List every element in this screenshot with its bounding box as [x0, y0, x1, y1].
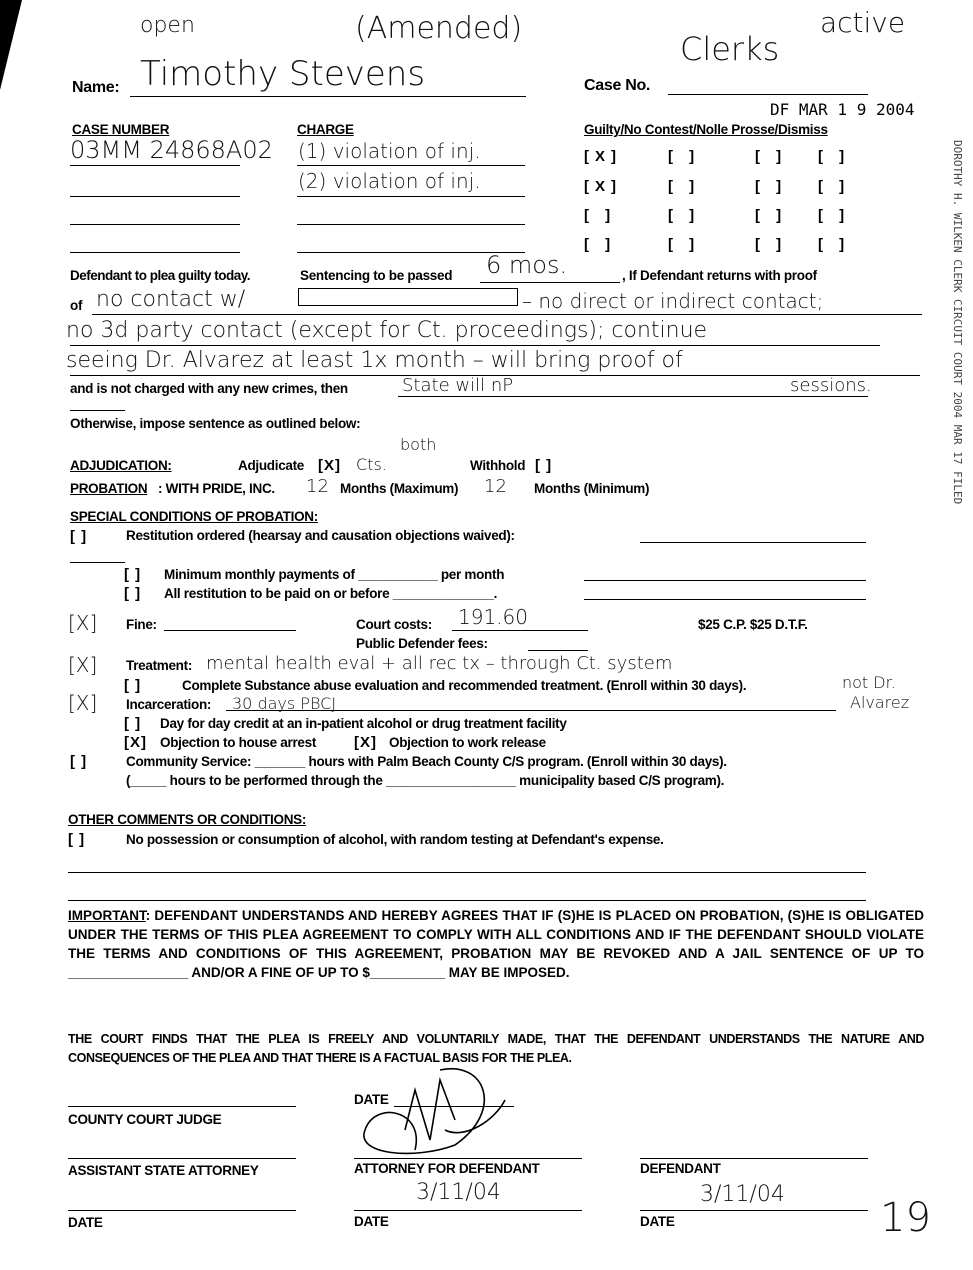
important-label: IMPORTANT — [68, 908, 146, 923]
attorney-date-value: 3/11/04 — [416, 1180, 501, 1205]
special-conditions-title: SPECIAL CONDITIONS OF PROBATION: — [70, 509, 318, 524]
restitution-text: Restitution ordered (hearsay and causation objections waived): — [126, 528, 515, 543]
probation-min-value: 12 — [484, 476, 507, 497]
guilty-checkbox[interactable]: [ ] — [584, 236, 617, 253]
of-label: of — [70, 298, 83, 313]
charge-header: CHARGE — [297, 122, 354, 137]
incarceration-label: Incarceration: — [126, 697, 212, 712]
nolle-prosse-checkbox[interactable]: [ ] — [755, 148, 788, 165]
work-release-checkbox[interactable]: [X] — [354, 734, 377, 751]
no-contest-checkbox[interactable]: [ ] — [668, 236, 701, 253]
court-costs-value: 191.60 — [458, 605, 528, 629]
condition-text: seeing Dr. Alvarez at least 1x month – will bring proof of — [66, 348, 683, 373]
guilty-checkbox[interactable]: [X] — [584, 178, 622, 195]
case-no-label: Case No. — [584, 77, 651, 94]
date-label: DATE — [68, 1215, 103, 1230]
page-number: 19 — [880, 1195, 931, 1241]
probation-max-label: Months (Maximum) — [340, 481, 459, 496]
work-release-text: Objection to work release — [389, 735, 546, 750]
guilty-checkbox[interactable]: [X] — [584, 148, 622, 165]
house-arrest-checkbox[interactable]: [X] — [124, 734, 147, 751]
attorney-signature — [345, 1060, 515, 1160]
important-notice — [68, 906, 924, 982]
redaction-box — [298, 288, 518, 306]
house-arrest-text: Objection to house arrest — [160, 735, 317, 750]
defendant-label: DEFENDANT — [640, 1161, 721, 1176]
case-number-value: 03MM 24868A02 — [70, 136, 273, 164]
probation-max-value: 12 — [306, 476, 329, 497]
adjudicate-note: both — [400, 435, 437, 454]
min-payments-checkbox[interactable]: [ ] — [124, 566, 142, 583]
adjudication-label: ADJUDICATION: — [70, 458, 172, 473]
dismiss-checkbox[interactable]: [ ] — [818, 236, 851, 253]
date-label: DATE — [640, 1214, 675, 1229]
received-date-stamp: DF MAR 1 9 2004 — [770, 100, 915, 119]
treatment-value: mental health eval + all rec tx – through Ct. system — [206, 653, 673, 674]
dismiss-checkbox[interactable]: [ ] — [818, 148, 851, 165]
day-credit-checkbox[interactable]: [ ] — [124, 715, 142, 732]
public-defender-fees-label: Public Defender fees: — [356, 636, 488, 651]
nolle-prosse-checkbox[interactable]: [ ] — [755, 236, 788, 253]
fine-checkbox[interactable]: [X] — [68, 611, 98, 635]
court-costs-label: Court costs: — [356, 617, 432, 632]
dismiss-checkbox[interactable]: [ ] — [818, 178, 851, 195]
attorney-for-defendant-label: ATTORNEY FOR DEFENDANT — [354, 1161, 540, 1176]
date-label: DATE — [354, 1214, 389, 1229]
treatment-checkbox[interactable]: [X] — [68, 653, 98, 677]
community-service-text: (_____ hours to be performed through the __________________ municipality based C/S program). — [126, 773, 725, 788]
adjudicate-label: Adjudicate — [238, 458, 305, 473]
no-contest-checkbox[interactable]: [ ] — [668, 148, 701, 165]
important-text: : DEFENDANT UNDERSTANDS AND HEREBY AGREES THAT IF (S)HE IS PLACED ON PROBATION, (S)HE IS OBLIGATED UNDER THE TERMS OF THIS PLEA AGREEMENT TO COMPLY WITH ALL CONDITIONS AND IF THE DEFENDANT SHOULD VIOLATE THE TERMS AND CONDITIONS OF THIS AGREEMENT, PROBATION MAY BE REVOKED AND A JAIL SENTENCE OF UP TO ________________ AND/OR A FINE OF UP TO $__________ MAY BE IMPOSED. — [68, 908, 924, 980]
condition-text: – no direct or indirect contact; — [522, 289, 824, 313]
condition-text: no 3d party contact (except for Ct. proceedings); continue — [66, 318, 708, 343]
no-contest-checkbox[interactable]: [ ] — [668, 207, 701, 224]
treatment-label: Treatment: — [126, 658, 193, 673]
assistant-state-attorney-label: ASSISTANT STATE ATTORNEY — [68, 1163, 259, 1178]
name-value: Timothy Stevens — [140, 54, 426, 94]
amended-annotation: (Amended) — [355, 11, 523, 46]
incarceration-checkbox[interactable]: [X] — [68, 691, 98, 715]
substance-abuse-text: Complete Substance abuse evaluation and recommended treatment. (Enroll within 30 days). — [182, 678, 747, 693]
all-restitution-checkbox[interactable]: [ ] — [124, 585, 142, 602]
adjudicate-checkbox[interactable]: [X] — [318, 457, 341, 474]
scan-corner-mark — [0, 0, 22, 90]
charge-value: (2) violation of inj. — [298, 169, 481, 193]
alcohol-condition-text: No possession or consumption of alcohol, with random testing at Defendant's expense. — [126, 832, 664, 847]
dismiss-checkbox[interactable]: [ ] — [818, 207, 851, 224]
withhold-label: Withhold — [470, 458, 526, 473]
alvarez-note: Alvarez — [850, 693, 910, 712]
plea-header: Guilty/No Contest/Nolle Prosse/Dismiss — [584, 122, 828, 137]
incarceration-value: 30 days PBCJ — [232, 694, 337, 713]
day-credit-text: Day for day credit at an in-patient alcohol or drug treatment facility — [160, 716, 567, 731]
date-label: DATE — [354, 1092, 389, 1107]
nolle-prosse-checkbox[interactable]: [ ] — [755, 178, 788, 195]
community-service-checkbox[interactable]: [ ] — [70, 753, 88, 770]
name-label: Name: — [72, 79, 120, 96]
clerk-filed-stamp: DOROTHY H. WILKEN CLERK CIRCUIT COURT 2004 MAR 17 FILED — [951, 140, 964, 505]
probation-label: PROBATION — [70, 481, 148, 496]
no-contest-checkbox[interactable]: [ ] — [668, 178, 701, 195]
charge-value: (1) violation of inj. — [298, 139, 481, 163]
probation-provider: : WITH PRIDE, INC. — [158, 481, 275, 496]
county-court-judge-label: COUNTY COURT JUDGE — [68, 1112, 222, 1127]
otherwise-text: Otherwise, impose sentence as outlined below: — [70, 416, 361, 431]
not-dr-note: not Dr. — [842, 673, 896, 692]
sentencing-value: 6 mos. — [486, 251, 568, 279]
name-line — [130, 96, 526, 97]
active-annotation: active — [820, 6, 906, 39]
cp-dtf-fees: $25 C.P. $25 D.T.F. — [698, 617, 808, 632]
court-finding: THE COURT FINDS THAT THE PLEA IS FREELY AND VOLUNTARILY MADE, THAT THE DEFENDANT UNDERSTANDS THE NATURE AND CONSEQUENCES OF THE PLEA AND THAT THERE IS A FACTUAL BASIS FOR THE PLEA. — [68, 1032, 924, 1065]
case-number-header: CASE NUMBER — [72, 122, 170, 137]
other-conditions-title: OTHER COMMENTS OR CONDITIONS: — [68, 812, 307, 827]
clerks-annotation: Clerks — [680, 30, 780, 68]
sessions-text: sessions. — [790, 375, 872, 396]
all-restitution-text: All restitution to be paid on or before ______________. — [164, 586, 498, 601]
guilty-checkbox[interactable]: [ ] — [584, 207, 617, 224]
alcohol-checkbox[interactable]: [ ] — [68, 831, 86, 848]
nolle-prosse-checkbox[interactable]: [ ] — [755, 207, 788, 224]
adjudicate-note: Cts. — [356, 455, 387, 474]
condition-text: no contact w/ — [96, 287, 246, 312]
probation-min-label: Months (Minimum) — [534, 481, 650, 496]
fine-label: Fine: — [126, 617, 157, 632]
community-service-text: Community Service: _______ hours with Palm Beach County C/S program. (Enroll within 30 days). — [126, 754, 727, 769]
sentencing-label: Sentencing to be passed — [300, 268, 453, 283]
new-crimes-text: and is not charged with any new crimes, then — [70, 381, 348, 396]
defendant-date-value: 3/11/04 — [700, 1182, 785, 1207]
min-payments-text: Minimum monthly payments of ___________ per month — [164, 567, 505, 582]
open-annotation: open — [140, 13, 195, 38]
return-proof-text: , If Defendant returns with proof — [622, 268, 817, 283]
state-action-text: State will nP — [402, 375, 514, 396]
withhold-checkbox[interactable]: [ ] — [535, 457, 553, 474]
restitution-checkbox[interactable]: [ ] — [70, 528, 88, 545]
substance-abuse-checkbox[interactable]: [ ] — [124, 677, 142, 694]
plea-text: Defendant to plea guilty today. — [70, 268, 251, 283]
case-no-line — [668, 94, 868, 95]
